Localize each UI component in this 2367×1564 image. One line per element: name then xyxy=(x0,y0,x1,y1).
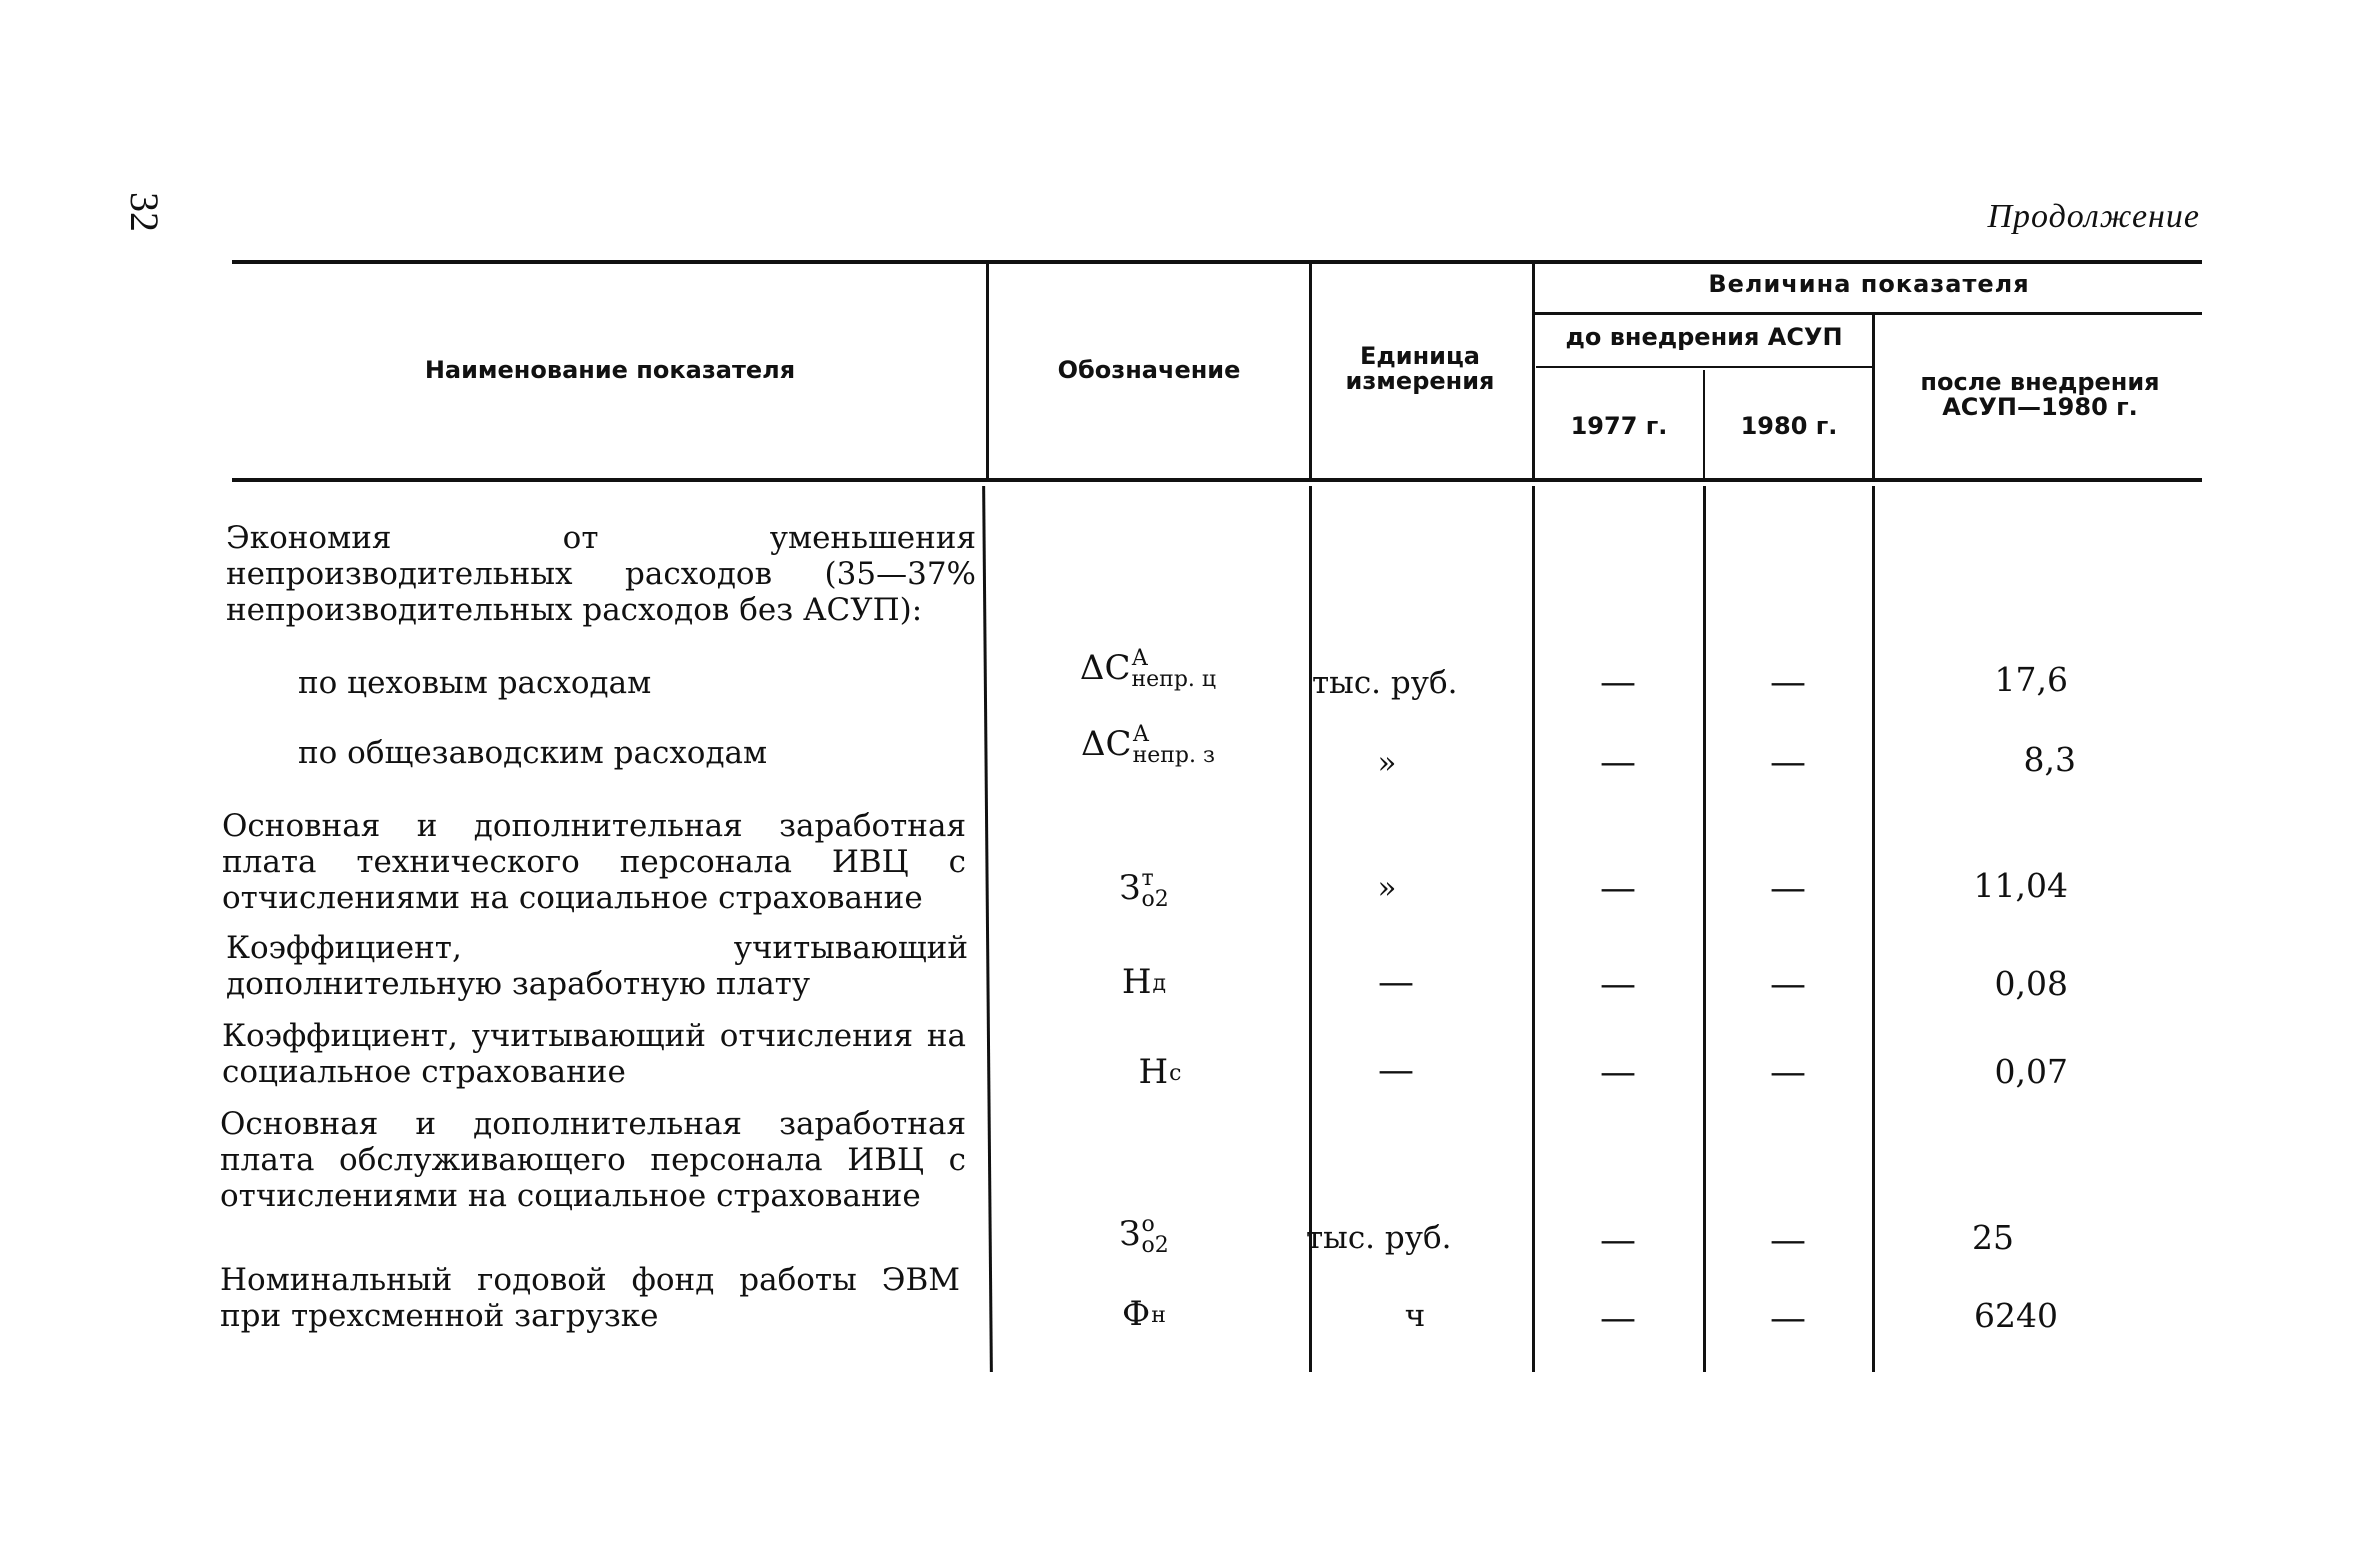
row-coef-additional-after: 0,08 xyxy=(1994,964,2068,1003)
row-computer-fund-symbol xyxy=(994,1294,1294,1334)
row-plant-expenses-unit: » xyxy=(1377,745,1397,781)
row-shop-expenses-unit: тыс. руб. xyxy=(1312,665,1458,701)
row-coef-social-1980: — xyxy=(1770,1052,1806,1093)
row-plant-expenses-1977: — xyxy=(1600,742,1636,783)
symbol-sup: о xyxy=(1141,1212,1155,1238)
row-coef-social-name: Коэффициент, учитывающий отчисления на социальное страхование xyxy=(222,1018,966,1090)
header-unit: Единица измерения xyxy=(1345,342,1495,396)
symbol-base: Ф xyxy=(1122,1294,1151,1334)
hdr-sep-5 xyxy=(1872,315,1875,478)
hdr-sep-4 xyxy=(1703,370,1705,478)
row-coef-additional-symbol xyxy=(994,962,1294,1002)
symbol-sub: н xyxy=(1151,1302,1166,1328)
row-shop-expenses-name: по цеховым расходам xyxy=(298,665,652,701)
row-computer-fund-1977: — xyxy=(1600,1298,1636,1339)
row-plant-expenses-name: по общезаводским расходам xyxy=(298,735,768,771)
symbol-sub: д xyxy=(1152,970,1167,996)
row-plant-expenses-1980: — xyxy=(1770,742,1806,783)
symbol-sup: А xyxy=(1132,722,1150,748)
symbol-sup: т xyxy=(1141,866,1154,892)
body-sep-3 xyxy=(1532,486,1535,1372)
row-service-salary-symbol xyxy=(994,1214,1294,1257)
before-asup-rule xyxy=(1536,366,1874,368)
row-plant-expenses-symbol xyxy=(998,724,1298,767)
hdr-sep-1 xyxy=(986,264,989,478)
row-tech-salary-1980: — xyxy=(1770,868,1806,909)
row-computer-fund-name: Номинальный годовой фонд работы ЭВМ при трехсменной загрузке xyxy=(220,1262,960,1334)
header-name: Наименование показателя xyxy=(424,356,796,384)
body-sep-1 xyxy=(982,486,993,1372)
symbol-sub: непр. з xyxy=(1132,743,1215,768)
row-coef-social-1977: — xyxy=(1600,1052,1636,1093)
symbol-base: Н xyxy=(1138,1052,1169,1092)
row-shop-expenses-symbol xyxy=(998,648,1298,691)
row-coef-additional-unit: — xyxy=(1378,962,1414,1003)
row-coef-social-symbol xyxy=(1010,1052,1310,1092)
row-shop-expenses-1977: — xyxy=(1600,662,1636,703)
row-tech-salary-name: Основная и дополнительная заработная плата технического персонала ИВЦ с отчислениями на социальное страхование xyxy=(222,808,966,916)
header-before-asup: до внедрения АСУП xyxy=(1565,323,1843,351)
row-service-salary-1980: — xyxy=(1770,1220,1806,1261)
row-coef-social-after: 0,07 xyxy=(1994,1052,2068,1091)
symbol-sub: о2 xyxy=(1141,1233,1169,1258)
header-year-1980: 1980 г. xyxy=(1740,412,1838,440)
body-sep-4 xyxy=(1703,486,1706,1372)
hdr-sep-3 xyxy=(1532,264,1535,478)
row-tech-salary-symbol xyxy=(994,868,1294,911)
row-computer-fund-after: 6240 xyxy=(1974,1296,2058,1335)
row-service-salary-unit: тыс. руб. xyxy=(1306,1220,1452,1256)
row-service-salary-name: Основная и дополнительная заработная плата обслуживающего персонала ИВЦ с отчислениями на социальное страхование xyxy=(220,1106,966,1214)
row-computer-fund-unit: ч xyxy=(1404,1298,1426,1334)
hdr-sep-2 xyxy=(1309,264,1312,478)
symbol-base: З xyxy=(1119,868,1141,908)
row-tech-salary-1977: — xyxy=(1600,868,1636,909)
continued-label: Продолжение xyxy=(1987,198,2200,235)
row-service-salary-after: 25 xyxy=(1972,1218,2014,1257)
page-number: 32 xyxy=(122,192,167,232)
row-coef-additional-1980: — xyxy=(1770,964,1806,1005)
symbol-sub: с xyxy=(1169,1060,1182,1086)
symbol-base: ΔC xyxy=(1079,648,1131,688)
header-after-asup: после внедрения АСУП—1980 г. xyxy=(1920,368,2160,422)
symbol-base: ΔC xyxy=(1081,724,1132,764)
symbol-sub: о2 xyxy=(1141,887,1169,912)
row-computer-fund-1980: — xyxy=(1770,1298,1806,1339)
row-service-salary-1977: — xyxy=(1600,1220,1636,1261)
row-coef-additional-name: Коэффициент, учитывающий дополнительную заработную плату xyxy=(226,930,968,1002)
table-top-rule xyxy=(232,260,2202,264)
symbol-sup: А xyxy=(1131,646,1149,672)
row-coef-additional-1977: — xyxy=(1600,964,1636,1005)
row-coef-social-unit: — xyxy=(1378,1050,1414,1091)
row-shop-expenses-after: 17,6 xyxy=(1994,660,2068,699)
value-group-rule xyxy=(1532,312,2202,315)
row-shop-expenses-1980: — xyxy=(1770,662,1806,703)
symbol-base: З xyxy=(1119,1214,1141,1254)
row-tech-salary-after: 11,04 xyxy=(1973,866,2068,905)
row-tech-salary-unit: » xyxy=(1377,870,1397,906)
header-year-1977: 1977 г. xyxy=(1570,412,1668,440)
header-value-group: Величина показателя xyxy=(1708,270,2030,298)
row-economy-heading: Экономия от уменьшения непроизводительных расходов (35—37% непроизводительных расходов без АСУП): xyxy=(226,520,976,628)
symbol-base: Н xyxy=(1121,962,1152,1002)
symbol-sub: непр. ц xyxy=(1131,667,1217,692)
header-designation: Обозначение xyxy=(1057,356,1241,384)
header-bottom-rule xyxy=(232,478,2202,482)
row-plant-expenses-after: 8,3 xyxy=(2023,740,2076,779)
